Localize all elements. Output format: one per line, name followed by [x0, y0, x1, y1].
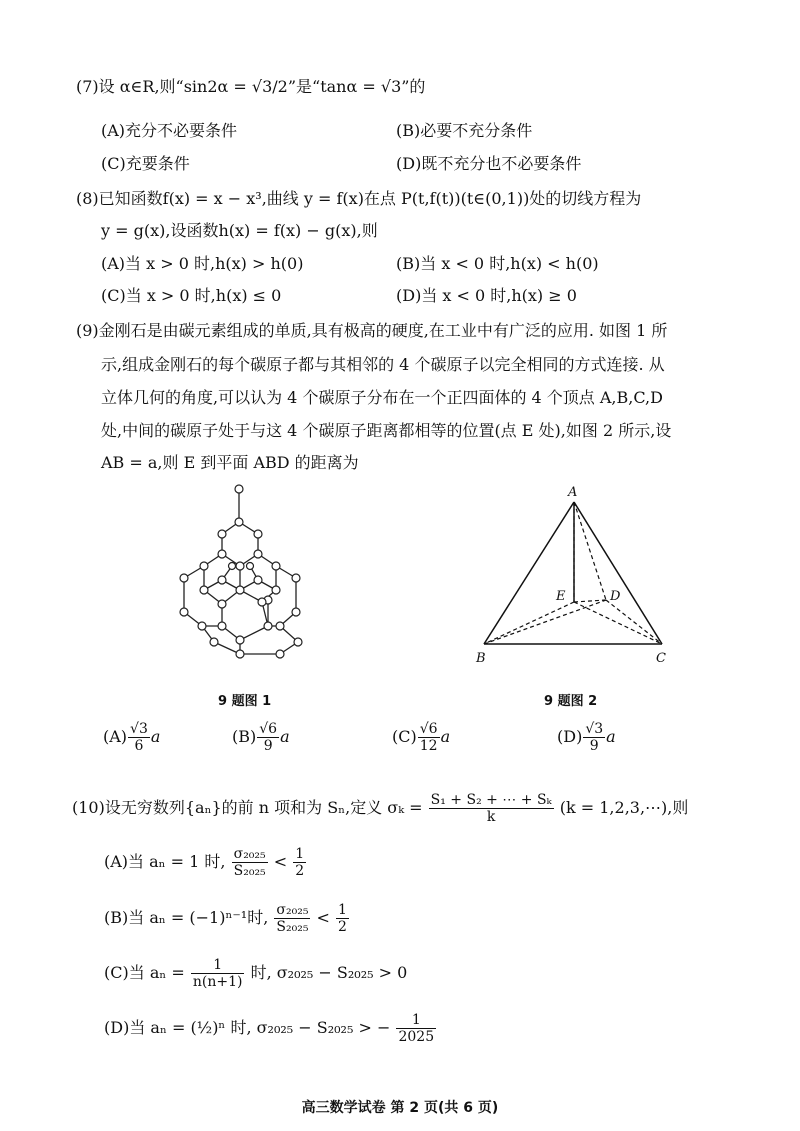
diamond-lattice-figure	[170, 482, 320, 672]
q10-option-c-pre: (C)当 aₙ =	[104, 963, 185, 982]
q9-option-d-num: √3	[585, 721, 604, 737]
q10-option-b-pre: (B)当 aₙ = (−1)ⁿ⁻¹时,	[104, 908, 269, 927]
q10-option-d	[104, 1008, 437, 1048]
q8-stem-line1: (8)已知函数f(x) = x − x³,曲线 y = f(x)在点 P(t,f(t))(t∈(0,1))处的切线方程为	[76, 189, 642, 208]
q7-option-c: (C)充要条件	[101, 154, 190, 173]
q9-option-b-var: a	[280, 727, 290, 746]
q9-option-a	[103, 722, 160, 753]
q9-option-c-den: 12	[419, 738, 438, 754]
tetrahedron-figure	[470, 482, 680, 667]
q10-option-a-rel: <	[273, 852, 288, 871]
q8-option-b: (B)当 x < 0 时,h(x) < h(0)	[396, 254, 599, 273]
vertex-a-label: A	[568, 485, 578, 500]
q10-option-b-num: σ₂₀₂₅	[274, 903, 310, 919]
figure-2-caption: 9 题图 2	[544, 694, 598, 709]
q8-option-d: (D)当 x < 0 时,h(x) ≥ 0	[396, 286, 577, 305]
q9-line-5: AB = a,则 E 到平面 ABD 的距离为	[101, 453, 359, 472]
q10-option-c-post: 时, σ₂₀₂₅ − S₂₀₂₅ > 0	[250, 963, 408, 982]
q10-option-c-den: n(n+1)	[192, 974, 243, 990]
q10-option-a-rden: 2	[295, 863, 305, 879]
point-e-label: E	[556, 589, 566, 604]
q10-option-b	[104, 898, 350, 938]
q9-option-c	[392, 722, 450, 753]
q10-option-d-pre: (D)当 aₙ = (½)ⁿ 时, σ₂₀₂₅ − S₂₀₂₅ > −	[104, 1018, 391, 1037]
q10-option-a-rnum: 1	[295, 846, 305, 862]
q10-option-d-num: 1	[396, 1013, 436, 1029]
q8-option-a: (A)当 x > 0 时,h(x) > h(0)	[101, 254, 304, 273]
q9-option-b-label: (B)	[232, 727, 257, 746]
q9-line-1: (9)金刚石是由碳元素组成的单质,具有极高的硬度,在工业中有广泛的应用. 如图 1 所	[76, 321, 668, 340]
q9-line-3: 立体几何的角度,可以认为 4 个碳原子分布在一个正四面体的 4 个顶点 A,B,C,D	[101, 388, 663, 407]
q9-line-2: 示,组成金刚石的每个碳原子都与其相邻的 4 个碳原子以完全相同的方式连接. 从	[101, 355, 665, 374]
q9-option-a-label: (A)	[103, 727, 128, 746]
q9-option-c-num: √6	[419, 721, 438, 737]
q10-option-c-num: 1	[191, 958, 245, 974]
q10-option-a-den: S₂₀₂₅	[233, 863, 266, 879]
q9-option-d-var: a	[606, 727, 616, 746]
q9-option-b-den: 9	[263, 738, 273, 754]
q10-option-a-pre: (A)当 aₙ = 1 时,	[104, 852, 226, 871]
q9-option-a-var: a	[150, 727, 161, 746]
q9-option-b-num: √6	[259, 721, 278, 737]
q8-option-c: (C)当 x > 0 时,h(x) ≤ 0	[101, 286, 282, 305]
q9-option-d-den: 9	[589, 738, 599, 754]
q10-option-b-den: S₂₀₂₅	[276, 919, 309, 935]
q7-option-d: (D)既不充分也不必要条件	[396, 154, 582, 173]
figure-1-caption: 9 题图 1	[218, 694, 272, 709]
q9-option-d	[557, 722, 616, 753]
q10-stem-denominator: k	[486, 809, 496, 825]
q9-option-d-label: (D)	[557, 727, 583, 746]
q9-option-a-den: 6	[134, 738, 144, 754]
q10-option-b-rnum: 1	[338, 902, 347, 918]
q7-option-a: (A)充分不必要条件	[101, 121, 238, 140]
q9-option-c-var: a	[440, 727, 451, 746]
q9-line-4: 处,中间的碳原子处于与这 4 个碳原子距离都相等的位置(点 E 处),如图 2 所示,设	[101, 421, 672, 440]
q10-stem-numerator: S₁ + S₂ + ⋯ + Sₖ	[430, 792, 552, 808]
q10-option-b-rel: <	[316, 908, 330, 927]
q10-option-c	[104, 953, 407, 993]
q10-option-d-den: 2025	[398, 1029, 435, 1045]
q9-option-b	[232, 722, 290, 753]
page-footer: 高三数学试卷 第 2 页(共 6 页)	[301, 1100, 499, 1116]
q10-stem	[72, 788, 688, 828]
vertex-c-label: C	[656, 651, 666, 666]
vertex-d-label: D	[610, 589, 621, 604]
q10-option-a-num: σ₂₀₂₅	[232, 847, 268, 863]
q7-stem: (7)设 α∈R,则“sin2α = √3/2”是“tanα = √3”的	[76, 77, 426, 96]
q9-option-a-num: √3	[130, 721, 148, 737]
vertex-b-label: B	[476, 651, 486, 666]
q8-stem-line2: y = g(x),设函数h(x) = f(x) − g(x),则	[101, 221, 378, 240]
q7-option-b: (B)必要不充分条件	[396, 121, 533, 140]
q10-option-b-rden: 2	[338, 919, 347, 935]
q10-option-a	[104, 842, 307, 882]
q9-option-c-label: (C)	[392, 727, 417, 746]
q10-stem-prefix: (10)设无穷数列{aₙ}的前 n 项和为 Sₙ,定义 σₖ =	[72, 798, 423, 817]
q10-stem-suffix: (k = 1,2,3,⋯),则	[559, 798, 689, 817]
